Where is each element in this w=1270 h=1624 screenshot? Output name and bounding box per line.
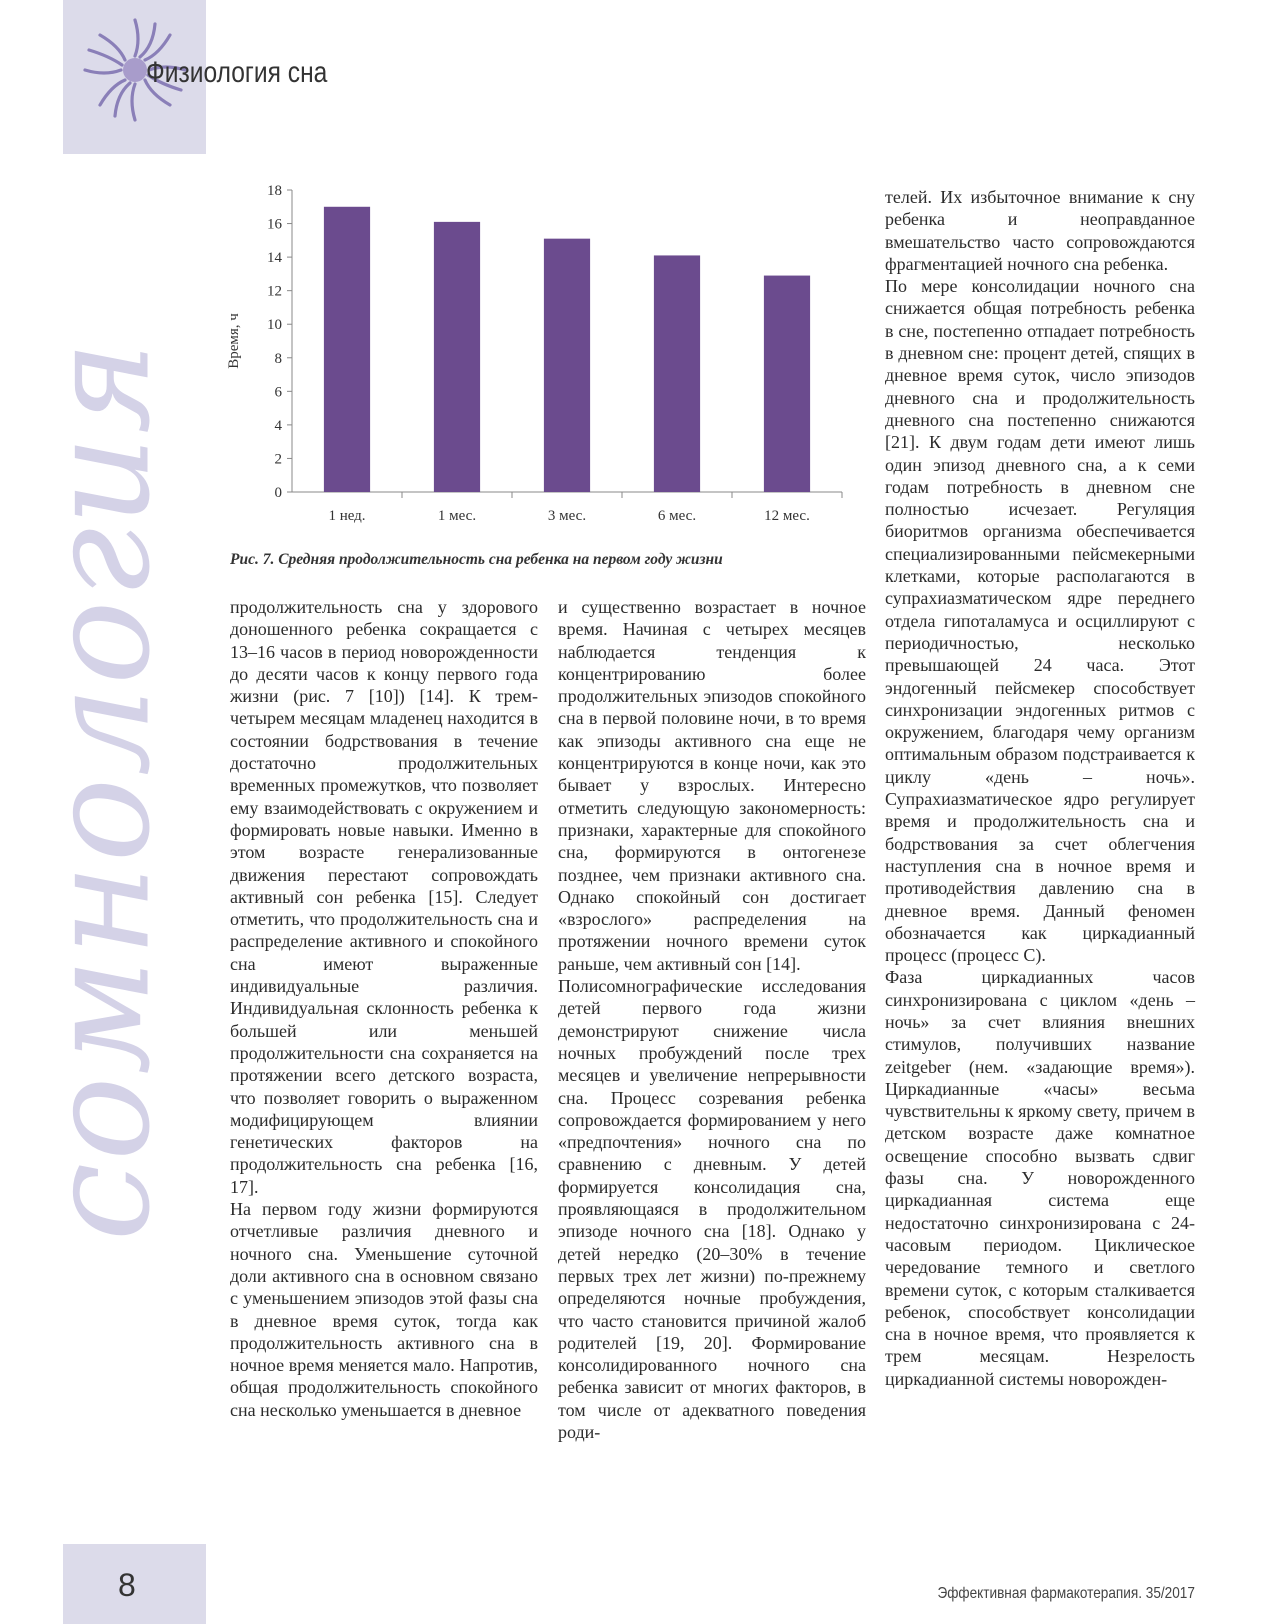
y-tick-label: 14 <box>267 250 282 267</box>
page-number: 8 <box>118 1567 136 1603</box>
x-tick-label: 12 мес. <box>764 508 810 524</box>
sleep-duration-chart <box>222 178 852 540</box>
x-tick-label: 6 мес. <box>657 508 697 524</box>
y-tick-label: 6 <box>274 384 282 401</box>
text-column-1 <box>230 596 538 1421</box>
y-tick-label: 8 <box>274 350 282 367</box>
paragraph: телей. Их избыточное внимание к сну ребенка и неоправданное вмешательство часто сопровождаются фрагментацией ночного сна ребенка. <box>885 187 1195 274</box>
paragraph: Фаза циркадианных часов синхронизирована с циклом «день – ночь» за счет влияния внешних стимулов, получивших название zeitgeber (нем. «задающие время»). Циркадианные «часы» весьма чувствительны к яркому свету, причем в детском возрасте даже комнатное освещение способно вызвать сдвиг фазы сна. У новорожденного циркадианная система еще недостаточно синхронизирована с 24-часовым периодом. Циклическое чередование темного и светлого времени суток, с которым сталкивается ребенок, способствует консолидации сна в ночное время, что проявляется к трем месяцам. Незрелость циркадианной системы новорожден- <box>885 967 1195 1389</box>
section-title: Физиология сна <box>146 56 328 89</box>
text-column-2 <box>558 596 866 1443</box>
y-tick-label: 0 <box>274 485 282 501</box>
y-tick-label: 12 <box>267 283 282 300</box>
y-tick-label: 2 <box>274 451 282 468</box>
paragraph: и существенно возрастает в ночное время. Начиная с четырех месяцев наблюдается тенденция к концентрированию более продолжительных эпизодов спокойного сна в первой половине ночи, в то время как эпизоды активного сна еще не концентрируются в конце ночи, как это бывает у взрослых. Интересно отметить следующую закономерность: признаки, характерные для спокойного сна, формируются в онтогенезе позднее, чем признаки активного сна. Однако спокойный сон достигает «взрослого» распределения на протяжении ночного времени суток раньше, чем активный сон [14]. <box>558 597 866 974</box>
y-tick-label: 4 <box>274 417 282 434</box>
bar <box>764 276 810 492</box>
y-tick-label: 16 <box>267 216 282 233</box>
bar <box>654 255 700 492</box>
x-tick-label: 3 мес. <box>547 508 587 524</box>
side-decorative-label: сомнология <box>18 338 182 1242</box>
paragraph: По мере консолидации ночного сна снижается общая потребность ребенка в сне, постепенно отпадает потребность в дневном сне: процент детей, спящих в дневное время суток, число эпизодов дневного сна и продолжительность дневного сна постепенно снижаются [21]. К двум годам дети имеют лишь один эпизод дневного сна, а к семи годам потребность в дневном сне полностью исчезает. Регуляция биоритмов организма обеспечивается специализированными пейсмекерными клетками, которые располагаются в супрахиазматическом ядре переднего отдела гипоталамуса и осциллируют с периодичностью, несколько превышающей 24 часа. Этот эндогенный пейсмекер способствует синхронизации эндогенных ритмов с окружением, благодаря чему организм оптимальным образом подстраивается к циклу «день – ночь». Супрахиазматическое ядро регулирует время и продолжительность сна и бодрствования за счет облегчения наступления сна в ночное время и противодействия давлению сна в дневное время. Данный феномен обозначается как циркадианный процесс (процесс С). <box>885 276 1195 966</box>
y-axis-title: Время, ч <box>226 313 242 369</box>
bar <box>434 222 480 492</box>
y-tick-label: 18 <box>267 183 282 199</box>
text-column-3 <box>885 186 1195 1390</box>
x-tick-label: 1 нед. <box>328 508 366 524</box>
paragraph: Полисомнографические исследования детей первого года жизни демонстрируют снижение числа ночных пробуждений после трех месяцев и увеличение непрерывности сна. Процесс созревания ребенка сопровождается формированием у него «предпочтения» ночного сна по сравнению с дневным. У детей формируется консолидация сна, проявляющаяся в продолжительном эпизоде ночного сна [18]. Однако у детей нередко (20–30% в течение первых трех лет жизни) по-прежнему определяются ночные пробуждения, что часто становится причиной жалоб родителей [19, 20]. Формирование консолидированного ночного сна ребенка зависит от многих факторов, в том числе от адекватного поведения роди- <box>558 976 866 1442</box>
bar <box>544 239 590 492</box>
bar <box>324 207 370 492</box>
figure-caption: Рис. 7. Средняя продолжительность сна ребенка на первом году жизни <box>230 551 723 568</box>
paragraph: продолжительность сна у здорового доношенного ребенка сокращается с 13–16 часов в период новорожденности до десяти часов к концу первого года жизни (рис. 7 [10]) [14]. К трем-четырем месяцам младенец находится в состоянии бодрствования в течение достаточно продолжительных временных промежутков, что позволяет ему взаимодействовать с окружением и формировать новые навыки. Именно в этом возрасте генерализованные движения перестают сопровождать активный сон ребенка [15]. Следует отметить, что продолжительность сна и распределение активного и спокойного сна имеют выраженные индивидуальные различия. Индивидуальная склонность ребенка к большей или меньшей продолжительности сна сохраняется на протяжении всего детского возраста, что позволяет говорить о выраженном модифицирующем влиянии генетических факторов на продолжительность сна ребенка [16, 17]. <box>230 597 538 1197</box>
paragraph: На первом году жизни формируются отчетливые различия дневного и ночного сна. Уменьшение суточной доли активного сна в основном связано с уменьшением эпизодов этой фазы сна в дневное время суток, тогда как продолжительность активного сна в ночное время меняется мало. Напротив, общая продолжительность спокойного сна несколько уменьшается в дневное <box>230 1199 538 1420</box>
y-tick-label: 10 <box>267 317 282 334</box>
journal-footer: Эффективная фармакотерапия. 35/2017 <box>937 1585 1195 1602</box>
x-tick-label: 1 мес. <box>437 508 477 524</box>
